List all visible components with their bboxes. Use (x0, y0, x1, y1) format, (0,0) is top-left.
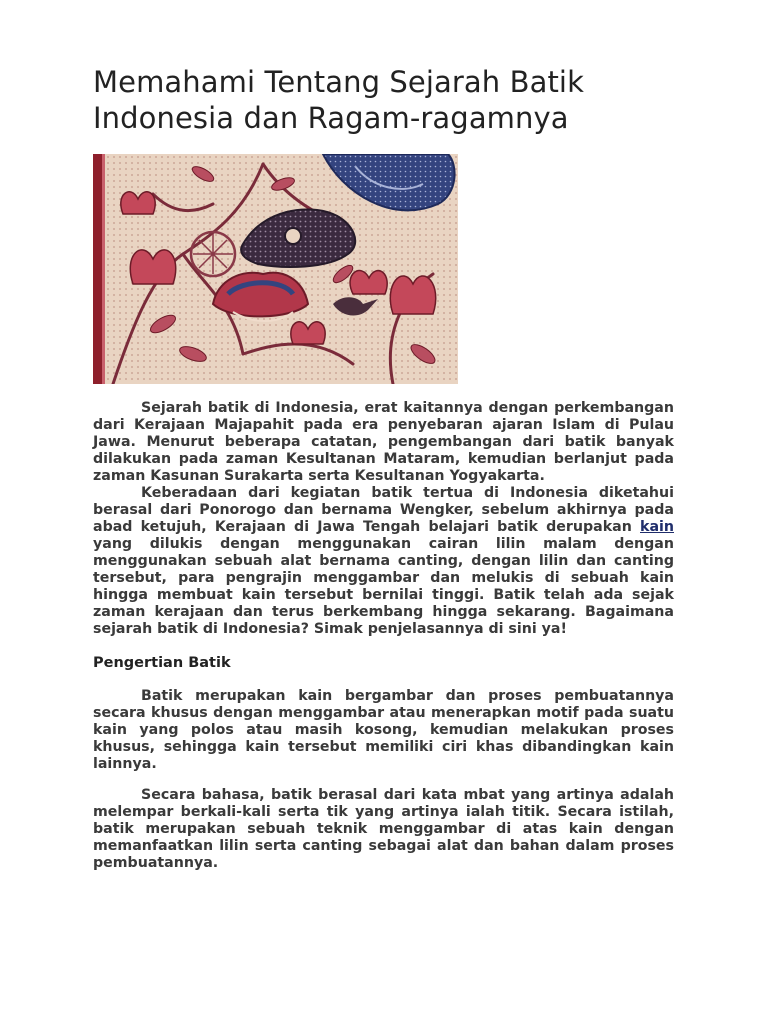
paragraph-2 (93, 485, 674, 638)
kain-link[interactable]: kain (640, 519, 674, 535)
document-page (93, 64, 674, 872)
paragraph-2-text-a: Keberadaan dari kegiatan batik tertua di Indonesia diketahui berasal dari Ponorogo dan bernama Wengker, sebelum akhirnya pada abad ketujuh, Kerajaan di Jawa Tengah belajari batik derupakan (93, 485, 674, 535)
batik-image (93, 154, 458, 384)
paragraph-2-text-b: yang dilukis dengan menggunakan cairan lilin malam dengan menggunakan sebuah alat bernama canting, dengan lilin dan canting tersebut, para pengrajin menggambar dan melukis di sebuah kain hingga membuat kain tersebut bernilai tinggi. Batik telah ada sejak zaman kerajaan dan terus berkembang hingga sekarang. Bagaimana sejarah batik di Indonesia? Simak penjelasannya di sini ya! (93, 536, 674, 637)
paragraph-3: Batik merupakan kain bergambar dan proses pembuatannya secara khusus dengan menggambar atau menerapkan motif pada suatu kain yang polos atau masih kosong, kemudian melakukan proses khusus, sehingga kain tersebut memiliki ciri khas dibandingkan kain lainnya. (93, 688, 674, 772)
title-line-2: Indonesia dan Ragam-ragamnya (93, 101, 569, 135)
paragraph-1: Sejarah batik di Indonesia, erat kaitannya dengan perkembangan dari Kerajaan Majapahit pada era penyebaran ajaran Islam di Pulau Jawa. Menurut beberapa catatan, pengembangan dari batik banyak dilakukan pada zaman Kesultanan Mataram, kemudian berlanjut pada zaman Kasunan Surakarta serta Kesultanan Yogyakarta. (93, 400, 674, 484)
paragraph-4: Secara bahasa, batik berasal dari kata mbat yang artinya adalah melempar berkali-kali serta tik yang artinya ialah titik. Secara istilah, batik merupakan sebuah teknik menggambar di atas kain dengan memanfaatkan lilin serta canting sebagai alat dan bahan dalam proses pembuatannya. (93, 787, 674, 871)
document-title (93, 64, 674, 136)
title-line-1: Memahami Tentang Sejarah Batik (93, 65, 584, 99)
section-heading-pengertian: Pengertian Batik (93, 655, 231, 671)
article-body (93, 400, 674, 872)
